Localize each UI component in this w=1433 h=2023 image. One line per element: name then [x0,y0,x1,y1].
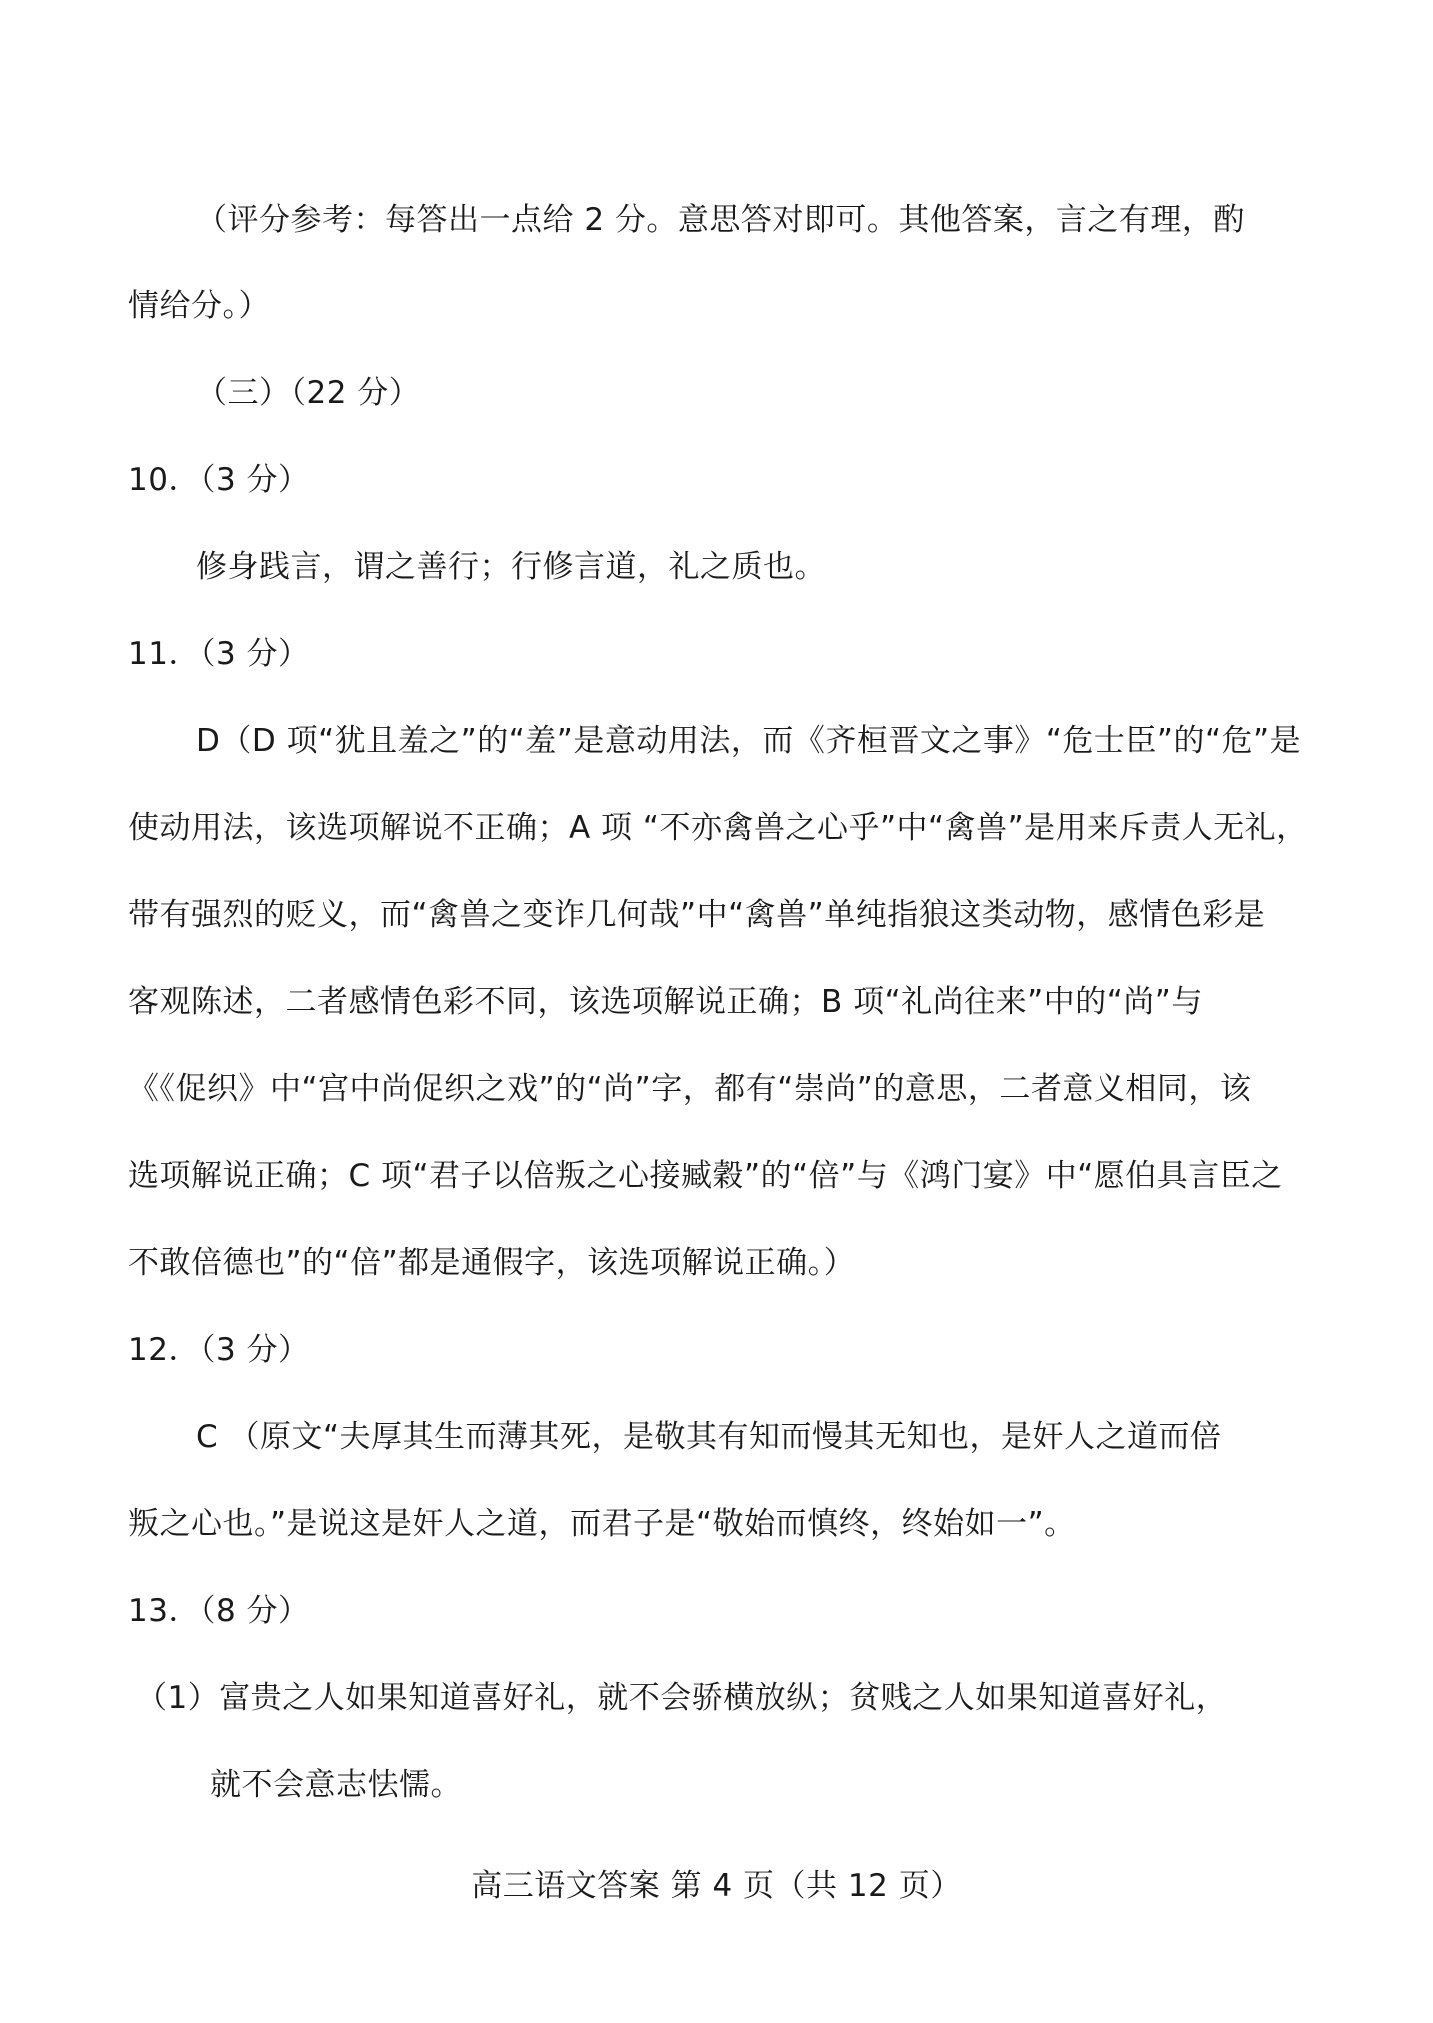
section-three-heading: （三）（22 分） [196,375,421,411]
question-13-part-1-line-1: （1）富贵之人如果知道喜好礼，就不会骄横放纵；贫贱之人如果知道喜好礼， [136,1680,1228,1716]
question-10-heading: 10．（3 分） [128,462,310,498]
question-13-heading: 13．（8 分） [128,1593,310,1629]
scoring-note-line-1: （评分参考：每答出一点给 2 分。意思答对即可。其他答案，言之有理，酌 [196,202,1245,238]
question-11-heading: 11．（3 分） [128,636,310,672]
question-12-answer-line-1: C （原文“夫厚其生而薄其死，是敬其有知而慢其无知也，是奸人之道而倍 [196,1419,1222,1455]
page-footer: 高三语文答案 第 4 页（共 12 页） [471,1868,962,1904]
scoring-note-line-2: 情给分。） [128,288,270,324]
question-11-answer-line-3: 带有强烈的贬义，而“禽兽之变诈几何哉”中“禽兽”单纯指狼这类动物，感情色彩是 [128,897,1266,933]
question-12-answer-line-2: 叛之心也。”是说这是奸人之道，而君子是“敬始而慎终，终始如一”。 [128,1506,1076,1542]
question-11-answer-line-7: 不敢倍德也”的“倍”都是通假字，该选项解说正确。） [128,1245,856,1281]
question-11-answer-line-4: 客观陈述，二者感情色彩不同，该选项解说正确；B 项“礼尚往来”中的“尚”与 [128,984,1203,1020]
question-11-answer-line-6: 选项解说正确；C 项“君子以倍叛之心接臧穀”的“倍”与《鸿门宴》中“愿伯具言臣之 [128,1158,1283,1194]
question-11-answer-line-1: D（D 项“犹且羞之”的“羞”是意动用法，而《齐桓晋文之事》“危士臣”的“危”是 [196,723,1302,759]
question-10-answer: 修身践言，谓之善行；行修言道，礼之质也。 [196,549,826,585]
question-12-heading: 12．（3 分） [128,1332,310,1368]
question-13-part-1-line-2: 就不会意志怯懦。 [210,1767,462,1803]
question-11-answer-line-2: 使动用法，该选项解说不正确；A 项 “不亦禽兽之心乎”中“禽兽”是用来斥责人无礼， [128,810,1308,846]
question-11-answer-line-5: 《《促织》中“宫中尚促织之戏”的“尚”字，都有“崇尚”的意思，二者意义相同，该 [128,1071,1252,1107]
